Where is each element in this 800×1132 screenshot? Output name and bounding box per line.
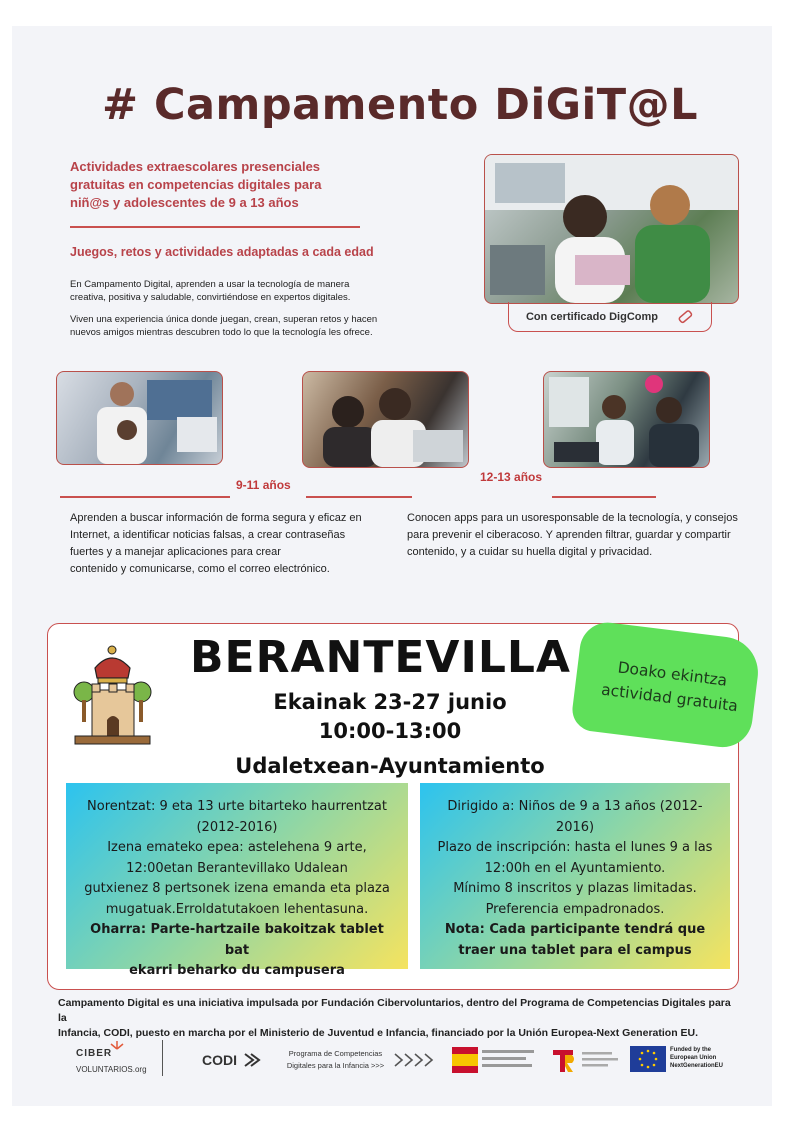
paragraph-line: Viven una experiencia única donde juegan, crean, superan retos y hacen	[70, 314, 378, 325]
intro-line: Actividades extraescolares presenciales	[70, 159, 321, 174]
spanish-info-card	[420, 783, 730, 969]
paragraph-line: nuevos amigos mientras descubren todo lo que la tecnología les ofrece.	[70, 327, 373, 338]
paragraph-line: Conocen apps para un usoresponsable de la tecnología, y consejos	[407, 512, 738, 524]
logo-divider	[162, 1040, 163, 1076]
eu-funding-label	[670, 1046, 723, 1070]
card-line: mugatuak.Erroldatutakoen lehentasuna.	[105, 901, 369, 917]
logo-text: Funded by the	[670, 1047, 711, 1053]
paragraph-line: Aprenden a buscar información de forma segura y eficaz en	[70, 512, 362, 524]
photo-2	[302, 371, 469, 468]
paragraph-line: Internet, a identificar noticias falsas, a crear contraseñas	[70, 529, 346, 541]
divider	[60, 496, 230, 498]
card-note: Nota: Cada participante tendrá que	[444, 922, 706, 937]
basque-info-card	[66, 783, 408, 978]
age-label-young: 9-11 años	[236, 478, 291, 492]
photo-1-illustration	[57, 372, 222, 464]
card-line: 2016)	[555, 819, 595, 835]
paragraph-line: creativa, positiva y saludable, convirtiéndose en expertos digitales.	[70, 292, 351, 303]
certificate-icon	[676, 308, 694, 326]
card-line: 12:00h en el Ayuntamiento.	[484, 860, 666, 876]
intro-paragraph-1	[70, 278, 400, 304]
card-line: (2012-2016)	[196, 819, 278, 835]
plan-text-logo	[582, 1050, 620, 1070]
card-line: Preferencia empadronados.	[485, 901, 665, 917]
logo-text: European Union	[670, 1055, 717, 1061]
cibervoluntarios-logo	[76, 1040, 166, 1080]
footer-line: Campamento Digital es una iniciativa impulsada por Fundación Cibervoluntarios, dentro del Programa de Competencias Digitales para la	[58, 997, 731, 1024]
logo-text: NextGenerationEU	[670, 1063, 724, 1069]
card-line: gutxienez 8 pertsonek izena emanda eta plaza	[84, 881, 390, 896]
recovery-plan-icon	[550, 1046, 576, 1074]
intro-line: gratuitas en competencias digitales para	[70, 177, 322, 192]
card-note: traer una tablet para el campus	[458, 942, 692, 958]
intro-text	[70, 158, 360, 212]
logo-text: VOLUNTARIOS.org	[76, 1065, 147, 1074]
certificate-label	[508, 302, 712, 332]
card-line: Norentzat: 9 eta 13 urte bitarteko haurrentzat	[87, 799, 387, 814]
logo-text: CIBER	[76, 1048, 113, 1059]
event-dates: Ekainak 23-27 junio	[273, 690, 507, 714]
photo-2-illustration	[303, 372, 468, 467]
government-logo	[452, 1047, 538, 1073]
divider	[306, 496, 412, 498]
footer-line: Infancia, CODI, puesto en marcha por el Ministerio de Juventud e Infancia, financiado por la Unión Europea-Next Generation EU.	[58, 1027, 699, 1039]
codi-logo	[202, 1040, 282, 1080]
card-line: Plazo de inscripción: hasta el lunes 9 a las	[437, 840, 713, 855]
programa-logo	[283, 1040, 388, 1080]
intro-subtitle: Juegos, retos y actividades adaptadas a cada edad	[70, 245, 374, 259]
paragraph-line: contenido y comunicarse, como el correo electrónico.	[70, 563, 330, 575]
young-description	[70, 510, 390, 578]
footer-text	[58, 996, 738, 1041]
logo-text: CODI	[202, 1052, 237, 1068]
photo-3	[543, 371, 710, 468]
town-name: BERANTEVILLA	[190, 632, 571, 683]
paragraph-line: contenido, y a cuidar su huella digital y privacidad.	[407, 546, 653, 558]
paragraph-line: fuertes y a manejar aplicaciones para crear	[70, 546, 281, 558]
badge-line: Doako ekintza	[616, 658, 729, 690]
divider	[552, 496, 656, 498]
eu-flag-icon	[630, 1046, 666, 1072]
logo-text: Digitales para la Infancia >>>	[286, 1061, 385, 1070]
paragraph-line: En Campamento Digital, aprenden a usar la tecnología de manera	[70, 279, 350, 290]
plan-text-lines	[582, 1050, 620, 1070]
photo-3-illustration	[544, 372, 709, 467]
coat-of-arms-icon	[70, 640, 155, 746]
card-line: 12:00etan Berantevillako Udalean	[126, 860, 348, 876]
card-note: Oharra: Parte-hartzaile bakoitzak tablet bat	[90, 922, 384, 958]
main-photo-illustration	[485, 155, 738, 303]
certificate-text: Con certificado DigComp	[525, 310, 658, 323]
divider	[70, 226, 360, 228]
card-line: Izena emateko epea: astelehena 9 arte,	[107, 840, 367, 855]
intro-paragraph-2	[70, 313, 410, 339]
chevron-right-icon	[241, 1052, 261, 1068]
main-photo	[484, 154, 739, 304]
age-label-old: 12-13 años	[480, 470, 543, 484]
card-note: ekarri beharko du campusera	[129, 963, 345, 978]
card-line: Dirigido a: Niños de 9 a 13 años (2012-	[447, 799, 703, 814]
old-description	[407, 510, 767, 561]
card-line: Mínimo 8 inscritos y plazas limitadas.	[453, 881, 697, 896]
arrows-icon	[393, 1052, 435, 1068]
event-time: 10:00-13:00	[318, 719, 462, 743]
page-title: # Campamento DiGiT@L	[101, 80, 699, 130]
spanish-flag-icon	[452, 1047, 538, 1073]
photo-1	[56, 371, 223, 465]
badge-line: actividad gratuita	[600, 680, 739, 716]
logo-text: Programa de Competencias	[288, 1049, 383, 1058]
spark-icon	[110, 1040, 124, 1050]
intro-line: niñ@s y adolescentes de 9 a 13 años	[70, 195, 299, 210]
event-place: Udaletxean-Ayuntamiento	[235, 754, 545, 778]
paragraph-line: para prevenir el ciberacoso. Y aprenden filtrar, guardar y compartir	[407, 529, 731, 541]
